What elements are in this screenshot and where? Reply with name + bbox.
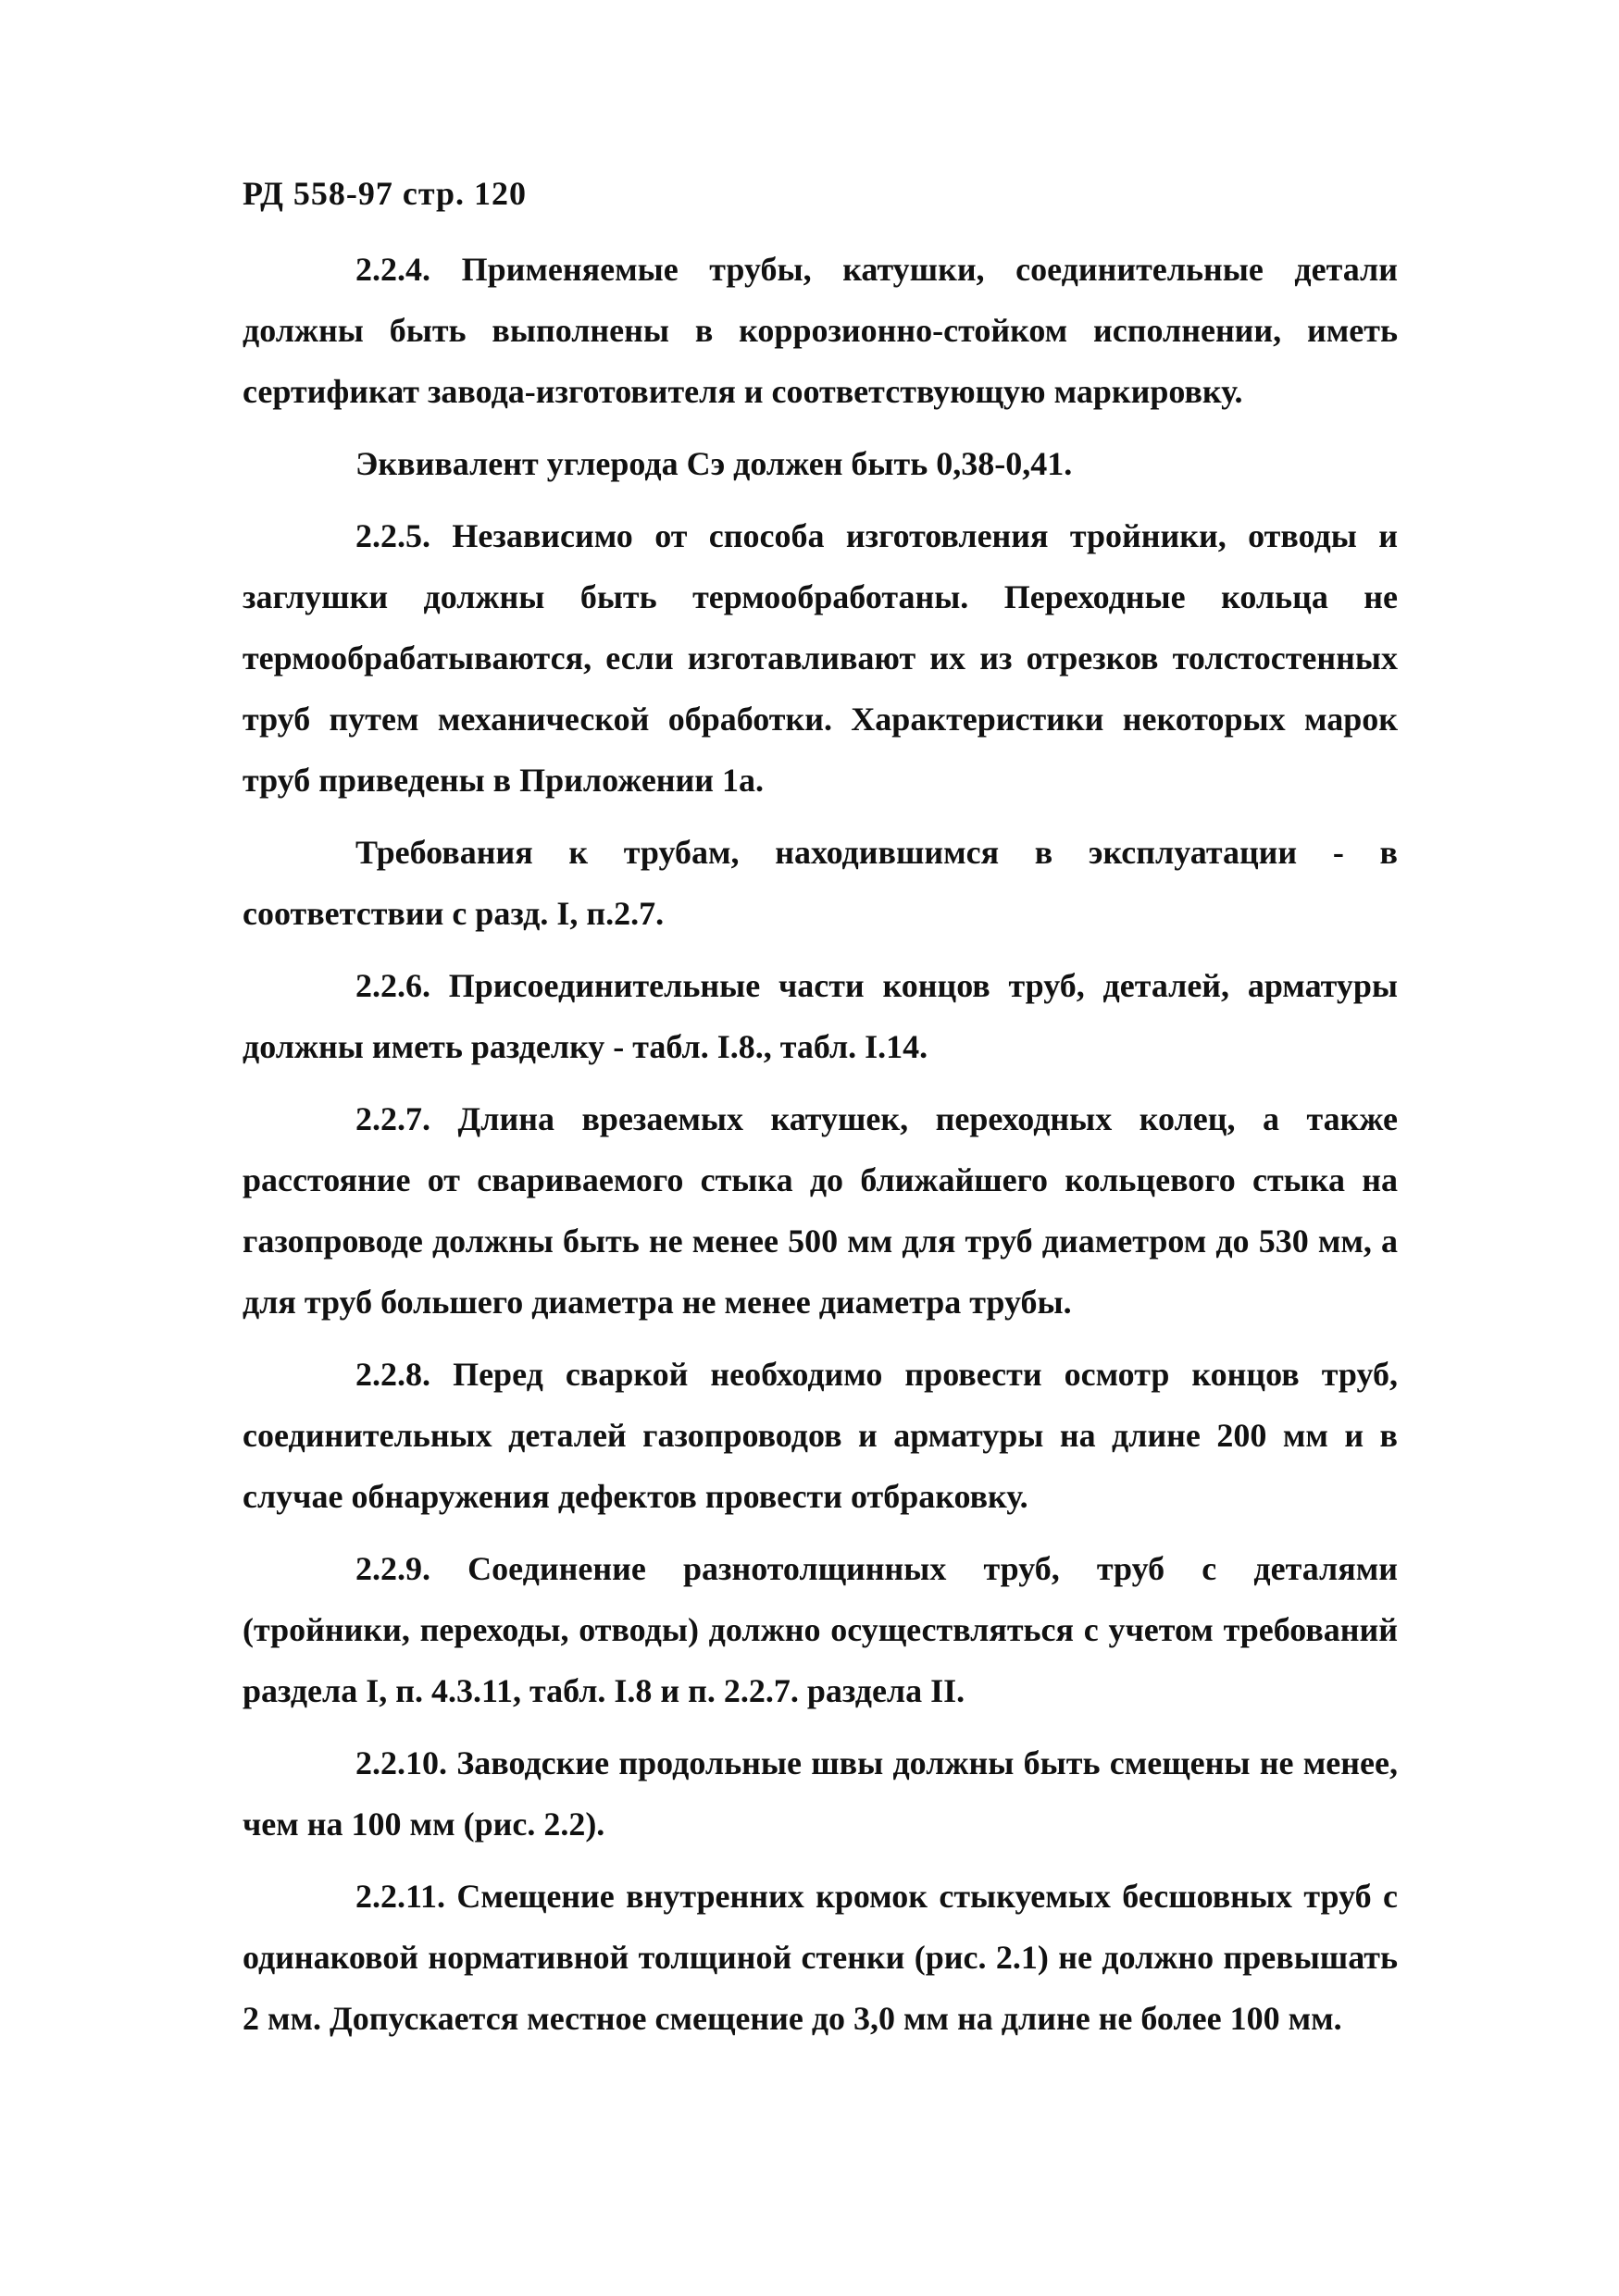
- paragraph-2-2-11: 2.2.11. Смещение внутренних кромок стыкуемых бесшовных труб с одинаковой нормативной толщиной стенки (рис. 2.1) не должно превышать 2 мм. Допускается местное смещение до 3,0 мм на длине не более 100 мм.: [243, 1878, 1398, 2037]
- paragraph-2-2-5: 2.2.5. Независимо от способа изготовления тройники, отводы и заглушки должны быть термообработаны. Переходные кольца не термообрабатываются, если изготавливают их из отрезков толстостенных труб путем механической обработки. Характеристики некоторых марок труб приведены в Приложении 1а.: [243, 517, 1398, 799]
- paragraph-2-2-4: 2.2.4. Применяемые трубы, катушки, соединительные детали должны быть выполнены в коррозионно-стойком исполнении, иметь сертификат завода-изготовителя и соответствующую маркировку.: [243, 251, 1398, 410]
- paragraph-2-2-10: 2.2.10. Заводские продольные швы должны быть смещены не менее, чем на 100 мм (рис. 2.2).: [243, 1744, 1398, 1843]
- paragraph-pipe-requirements: Требования к трубам, находившимся в эксплуатации - в соответствии с разд. I, п.2.7.: [243, 834, 1398, 932]
- paragraph-2-2-9: 2.2.9. Соединение разнотолщинных труб, труб с деталями (тройники, переходы, отводы) должно осуществляться с учетом требований раздела I, п. 4.3.11, табл. I.8 и п. 2.2.7. раздела II.: [243, 1550, 1398, 1709]
- document-body: [243, 239, 1398, 2060]
- paragraph-2-2-6: 2.2.6. Присоединительные части концов труб, деталей, арматуры должны иметь разделку - табл. I.8., табл. I.14.: [243, 967, 1398, 1065]
- page-header: РД 558-97 стр. 120: [243, 175, 528, 212]
- paragraph-carbon-equivalent: Эквивалент углерода Cэ должен быть 0,38-0,41.: [355, 445, 1073, 482]
- paragraph-2-2-8: 2.2.8. Перед сваркой необходимо провести осмотр концов труб, соединительных деталей газопроводов и арматуры на длине 200 мм и в случае обнаружения дефектов провести отбраковку.: [243, 1356, 1398, 1515]
- paragraph-2-2-7: 2.2.7. Длина врезаемых катушек, переходных колец, а также расстояние от свариваемого стыка до ближайшего кольцевого стыка на газопроводе должны быть не менее 500 мм для труб диаметром до 530 мм, а для труб большего диаметра не менее диаметра трубы.: [243, 1100, 1398, 1321]
